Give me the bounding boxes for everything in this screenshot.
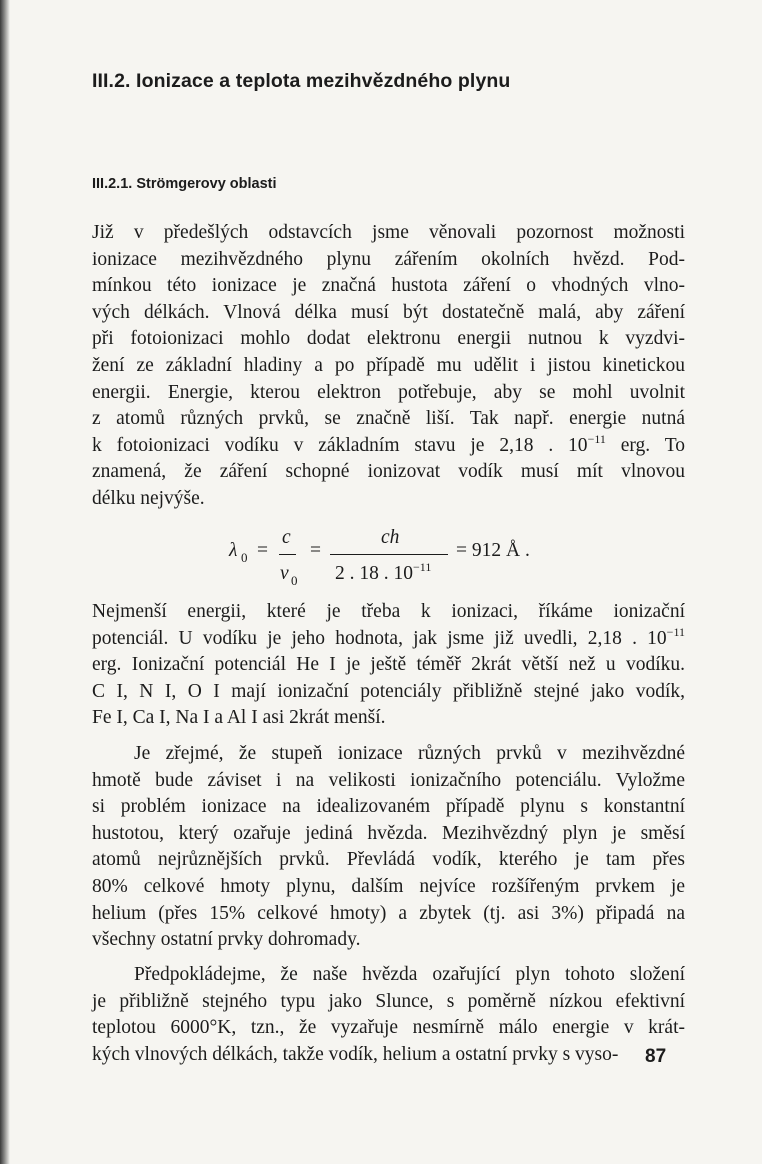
section-title: III.2. Ionizace a teplota mezihvězdného plynu [92, 70, 511, 92]
formula-result: = 912 Å . [456, 540, 530, 561]
page-number: 87 [645, 1046, 667, 1067]
text-line: znamená, že záření schopné ionizovat vodík musí mít vlnovou [92, 461, 685, 483]
text-line: ionizace mezihvězdného plynu zářením okolních hvězd. Pod- [92, 248, 685, 270]
formula-equals-1: = [257, 540, 268, 561]
formula-lambda: λ [229, 540, 238, 561]
text-line: atomů nejrůznějších prvků. Převládá vodík, kterého je tam přes [92, 849, 685, 871]
text-line [92, 626, 685, 653]
text-run: potenciál. U vodíku je jeho hodnota, jak jsme již uvedli, 2,18 . 10 [92, 627, 667, 649]
text-line: kých vlnových délkách, takže vodík, helium a ostatní prvky s vyso- [92, 1043, 619, 1065]
exponent: −11 [587, 431, 606, 446]
paragraph-1 [92, 220, 685, 513]
paragraph-2 [92, 599, 685, 732]
text-line: helium (přes 15% celkové hmoty) a zbytek (tj. asi 3%) připadá na [92, 902, 685, 924]
formula-nu: ν [280, 563, 289, 584]
formula-fraction-bar-2 [330, 554, 448, 555]
text-line: při fotoionizaci mohlo dodat elektronu energii nutnou k vyzdvi- [92, 328, 685, 350]
paragraph-4 [92, 962, 685, 1068]
formula-equals-2: = [310, 540, 321, 561]
text-line: vých délkách. Vlnová délka musí být dostatečně malá, aby záření [92, 301, 685, 323]
paragraph-3 [92, 741, 685, 954]
formula-c: c [282, 527, 291, 548]
formula-denominator-exponent: −11 [413, 560, 432, 574]
text-line: energii. Energie, kterou elektron potřebuje, aby se mohl uvolnit [92, 381, 685, 403]
formula-lambda-subscript: 0 [241, 550, 248, 565]
text-line: Fe I, Ca I, Na I a Al I asi 2krát menší. [92, 707, 386, 729]
formula-denominator-base: 2 . 18 . 10 [335, 563, 413, 584]
text-run: k fotoionizaci vodíku v základním stavu je 2,18 . 10 [92, 434, 588, 456]
formula-nu-subscript: 0 [291, 573, 298, 588]
text-line: je přibližně stejného typu jako Slunce, s poměrně nízkou efektivní [92, 990, 685, 1012]
formula-fraction-bar-1 [279, 554, 296, 555]
text-line: všechny ostatní prvky dohromady. [92, 929, 361, 951]
text-line: délku nejvýše. [92, 487, 205, 509]
text-line: Je zřejmé, že stupeň ionizace různých prvků v mezihvězdné [134, 743, 685, 764]
wavelength-formula [226, 525, 586, 591]
text-line [92, 433, 685, 460]
text-line: hmotě bude záviset i na velikosti ionizačního potenciálu. Vyložme [92, 769, 685, 791]
text-line: 80% celkové hmoty plynu, dalším nejvíce rozšířeným prvkem je [92, 875, 685, 897]
exponent: −11 [666, 624, 685, 639]
formula-numerator: ch [381, 527, 400, 548]
text-line: si problém ionizace na idealizovaném případě plynu s konstantní [92, 796, 685, 818]
text-run: erg. To [605, 434, 685, 456]
subsection-title: III.2.1. Strömgerovy oblasti [92, 176, 277, 192]
page-binding-shadow [0, 0, 10, 1164]
text-line: z atomů různých prvků, se značně liší. Tak např. energie nutná [92, 408, 685, 430]
text-line: žení ze základní hladiny a po případě mu udělit i jistou kinetickou [92, 354, 685, 376]
formula-denominator [335, 560, 432, 585]
text-line: Předpokládejme, že naše hvězda ozařující plyn tohoto složení [134, 964, 685, 985]
text-line: erg. Ionizační potenciál He I je ještě téměř 2krát větší než u vodíku. [92, 654, 685, 676]
text-line: Nejmenší energii, které je třeba k ionizaci, říkáme ionizační [92, 601, 685, 622]
text-line: mínkou této ionizace je značná hustota záření o vhodných vlno- [92, 275, 685, 297]
text-line: teplotou 6000°K, tzn., že vyzařuje nesmírně málo energie v krát- [92, 1017, 685, 1039]
text-line: Již v předešlých odstavcích jsme věnovali pozornost možnosti [92, 222, 685, 243]
text-line: C I, N I, O I mají ionizační potenciály přibližně stejné jako vodík, [92, 680, 685, 702]
text-line: hustotou, který ozařuje jediná hvězda. Mezihvězdný plyn je směsí [92, 822, 685, 844]
